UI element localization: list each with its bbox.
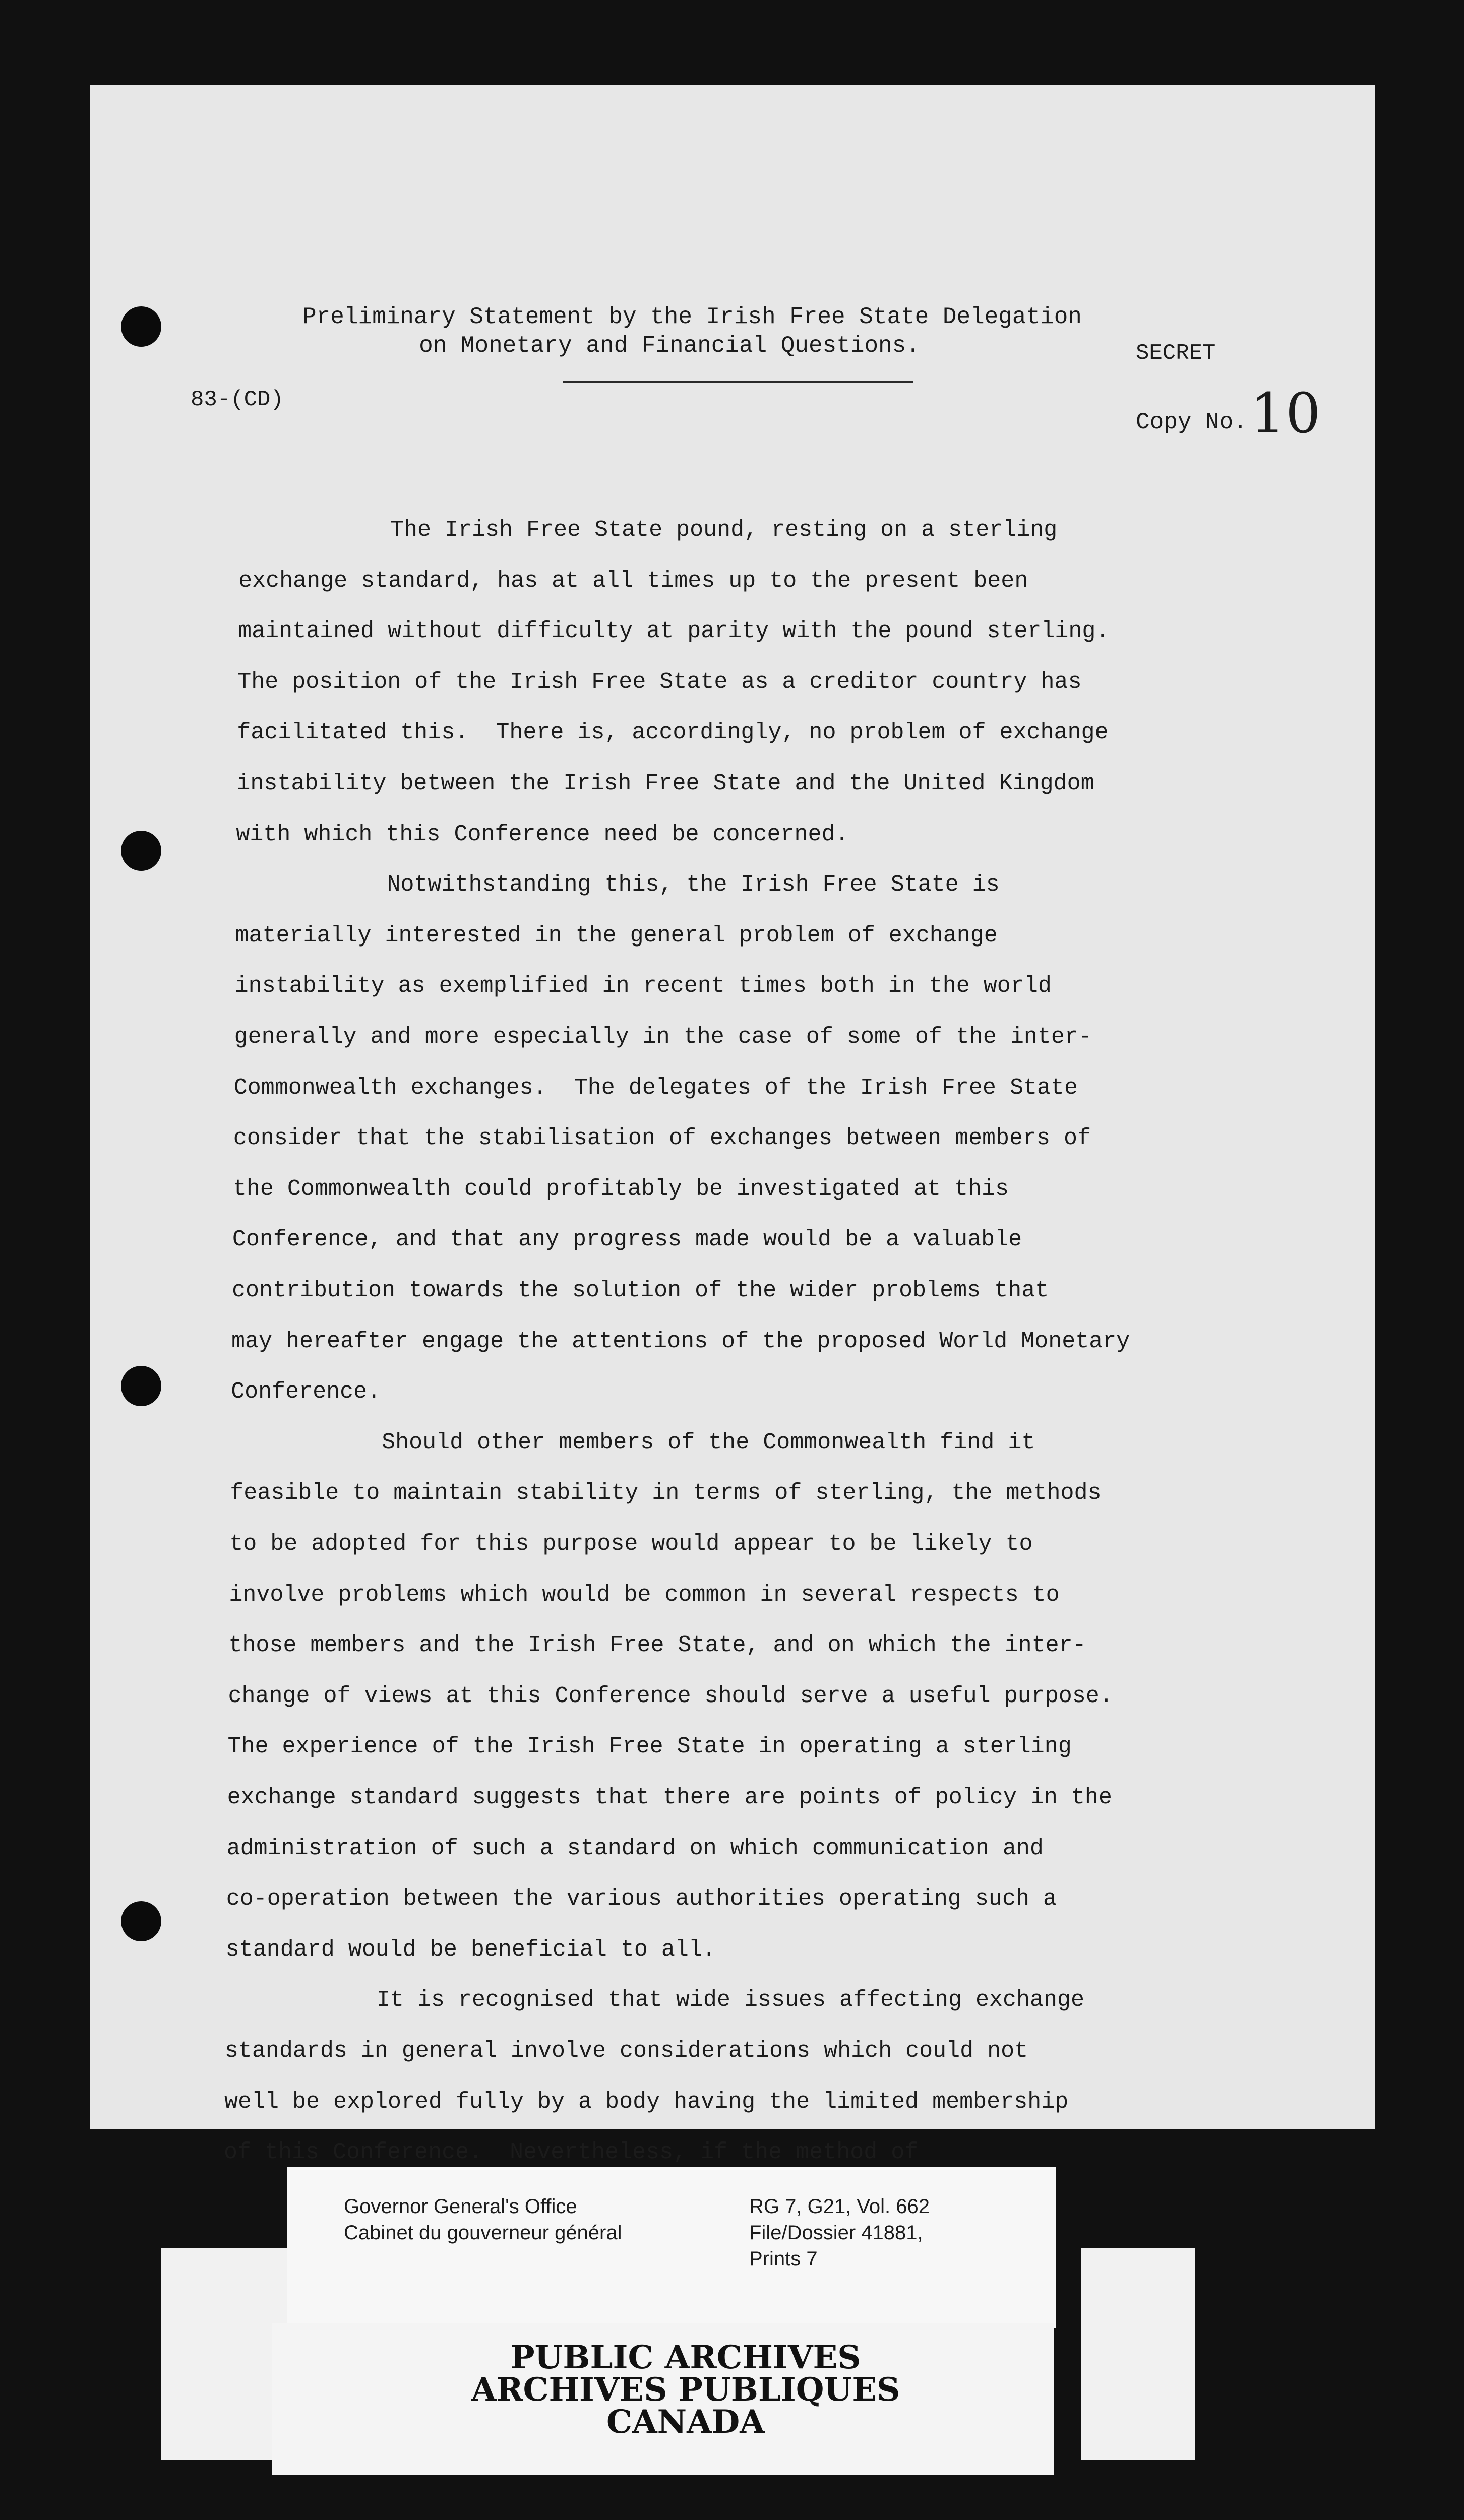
archive-ref-line1: RG 7, G21, Vol. 662 xyxy=(749,2195,930,2218)
body-text-line: Commonwealth exchanges. The delegates of the Irish Free State xyxy=(233,1075,1078,1101)
stamp-line2: ARCHIVES PUBLIQUES xyxy=(471,2371,900,2409)
stamp-line3: CANADA xyxy=(606,2403,765,2441)
body-text-line: feasible to maintain stability in terms of sterling, the methods xyxy=(230,1480,1102,1506)
copy-number-value: 10 xyxy=(1250,381,1321,446)
body-text-line: The position of the Irish Free State as a creditor country has xyxy=(237,669,1082,695)
body-text-line: exchange standard suggests that there are points of policy in the xyxy=(227,1785,1112,1810)
body-text-line: exchange standard, has at all times up to the present been xyxy=(238,568,1028,594)
body-text-line: maintained without difficulty at parity with the pound sterling. xyxy=(238,618,1110,645)
body-text-line: well be explored fully by a body having the limited membership xyxy=(224,2089,1069,2115)
body-text-line: It is recognised that wide issues affecting exchange xyxy=(376,1987,1085,2013)
body-text-line: to be adopted for this purpose would appear to be likely to xyxy=(229,1531,1033,1557)
body-text-line: involve problems which would be common in several respects to xyxy=(229,1582,1060,1608)
body-text-line: Should other members of the Commonwealth find it xyxy=(382,1429,1035,1456)
document-page xyxy=(90,85,1375,2166)
document-title-line2: on Monetary and Financial Questions. xyxy=(419,333,920,359)
body-text-line: standard would be beneficial to all. xyxy=(225,1936,716,1963)
body-text-line: administration of such a standard on which communication and xyxy=(226,1835,1044,1861)
archive-ref-line3: Prints 7 xyxy=(749,2248,818,2270)
document-body xyxy=(90,85,1375,2166)
body-text-line: contribution towards the solution of the wider problems that xyxy=(231,1278,1049,1303)
archive-ref-line2: File/Dossier 41881, xyxy=(749,2222,923,2244)
archive-label xyxy=(287,2167,1056,2328)
body-text-line: Conference, and that any progress made would be a valuable xyxy=(232,1227,1022,1253)
body-text-line: those members and the Irish Free State, and on which the inter- xyxy=(228,1632,1086,1659)
body-text-line: change of views at this Conference should serve a useful purpose. xyxy=(228,1683,1113,1709)
body-text-line: with which this Conference need be concerned. xyxy=(236,821,849,847)
office-name-en: Governor General's Office xyxy=(344,2195,577,2218)
body-text-line: may hereafter engage the attentions of the proposed World Monetary xyxy=(231,1328,1130,1354)
body-text-line: The experience of the Irish Free State in operating a sterling xyxy=(227,1734,1072,1760)
body-text-line: co-operation between the various authorities operating such a xyxy=(226,1886,1057,1912)
stamp-line1: PUBLIC ARCHIVES xyxy=(510,2339,861,2376)
body-text-line: instability between the Irish Free State and the United Kingdom xyxy=(236,771,1094,796)
body-text-line: of this Conference. Nevertheless, if the method of xyxy=(224,2139,919,2166)
classification-mark: SECRET xyxy=(1136,341,1216,366)
copy-label: Copy No. xyxy=(1136,409,1247,435)
body-text-line: the Commonwealth could profitably be investigated at this xyxy=(232,1176,1009,1202)
body-text-line: materially interested in the general problem of exchange xyxy=(235,922,998,949)
body-text-line: Conference. xyxy=(231,1379,381,1405)
body-text-line: The Irish Free State pound, resting on a sterling xyxy=(390,517,1058,543)
body-text-line: instability as exemplified in recent times both in the world xyxy=(234,973,1052,999)
body-text-line: Notwithstanding this, the Irish Free State is xyxy=(387,872,1000,898)
document-reference: 83-(CD) xyxy=(191,387,284,412)
body-text-line: generally and more especially in the case of some of the inter- xyxy=(234,1024,1092,1050)
body-text-line: standards in general involve considerations which could not xyxy=(224,2038,1028,2064)
archive-card-tab xyxy=(1081,2248,1195,2460)
body-text-line: facilitated this. There is, accordingly, no problem of exchange xyxy=(237,720,1109,746)
body-text-line: consider that the stabilisation of exchanges between members of xyxy=(233,1125,1091,1152)
office-name-fr: Cabinet du gouverneur général xyxy=(344,2222,622,2244)
document-title-line1: Preliminary Statement by the Irish Free State Delegation xyxy=(302,304,1082,330)
